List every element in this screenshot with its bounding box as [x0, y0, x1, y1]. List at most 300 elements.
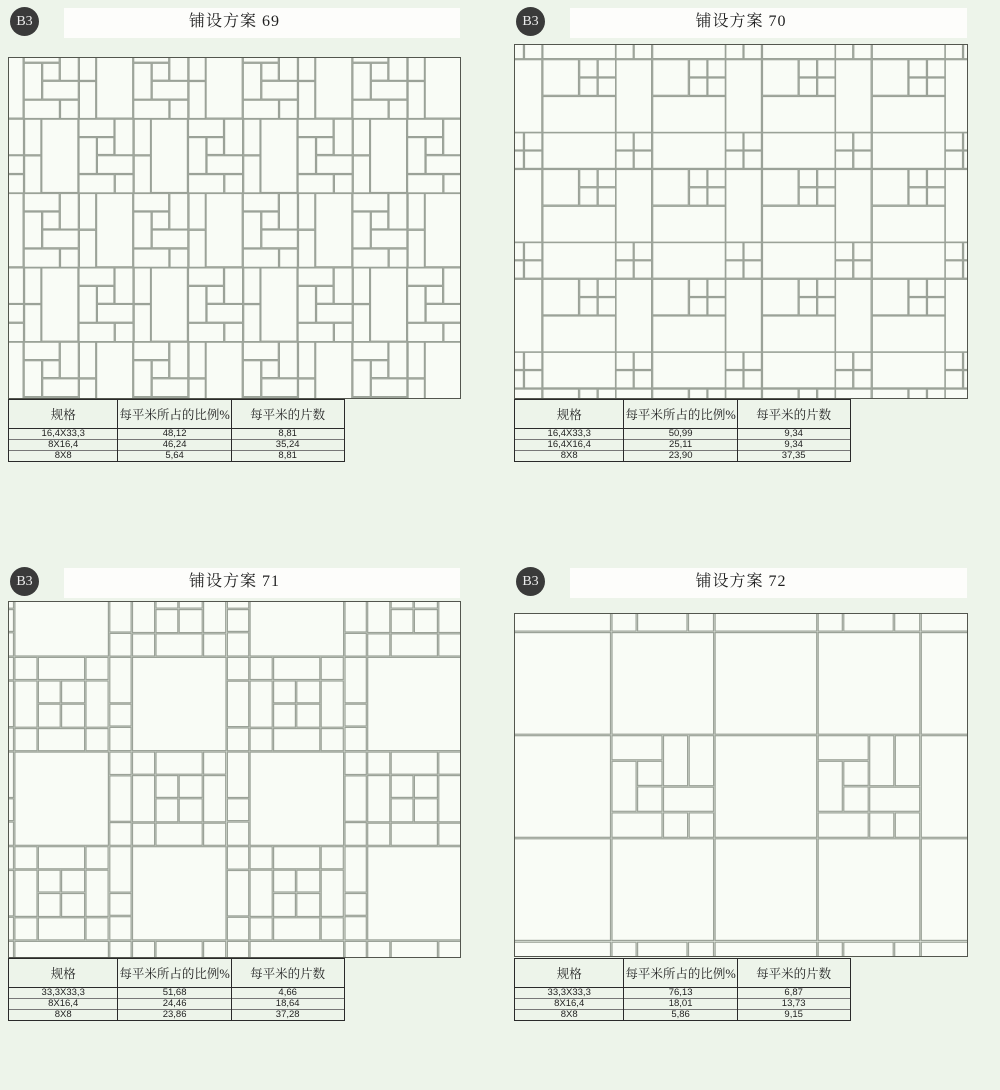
tile	[543, 133, 616, 169]
tile	[225, 119, 243, 155]
tile	[414, 799, 437, 822]
tile	[543, 279, 579, 315]
tile	[110, 941, 131, 957]
tile-pattern-diagram	[8, 601, 461, 958]
tile	[334, 323, 352, 341]
tile	[189, 268, 224, 285]
tile	[250, 729, 272, 751]
tile	[227, 822, 248, 845]
tile	[86, 847, 108, 869]
tile	[909, 170, 926, 187]
tile	[598, 279, 615, 296]
tile	[297, 894, 320, 917]
tile	[543, 45, 616, 59]
tile	[110, 847, 131, 892]
tile	[274, 657, 320, 679]
tile	[515, 45, 523, 59]
tile	[799, 279, 816, 296]
tile	[525, 133, 542, 150]
table-row	[9, 988, 345, 999]
tile	[152, 212, 169, 229]
tile	[25, 119, 41, 155]
plan-panel-72	[514, 565, 968, 1022]
tile	[708, 60, 725, 77]
tile	[638, 942, 687, 956]
tile	[854, 45, 871, 59]
tile	[616, 261, 633, 278]
tile	[227, 602, 248, 608]
tile	[152, 81, 188, 99]
tile	[708, 188, 725, 205]
tile	[515, 371, 523, 388]
tile	[134, 194, 169, 211]
tile	[156, 799, 178, 822]
tile	[15, 918, 37, 940]
tile	[262, 361, 279, 378]
tile	[921, 633, 967, 735]
tile	[110, 727, 131, 750]
tile	[204, 823, 226, 845]
tile	[945, 170, 967, 243]
tile	[43, 81, 79, 99]
tile	[204, 602, 226, 633]
tile	[97, 194, 133, 267]
table-cell: 8X8	[515, 451, 624, 462]
tile	[321, 847, 343, 869]
tile	[515, 942, 611, 956]
tile	[321, 729, 343, 751]
tile	[79, 58, 95, 80]
tile	[580, 60, 597, 77]
tile	[60, 342, 78, 378]
tile	[928, 78, 945, 95]
tile	[42, 119, 78, 192]
tile	[543, 206, 616, 242]
table-cell: 18,01	[624, 999, 737, 1010]
tile	[836, 60, 872, 133]
table-cell: 37,28	[231, 1010, 344, 1021]
tile	[515, 279, 542, 352]
tile	[110, 917, 131, 940]
tile	[299, 379, 315, 398]
column-header: 每平米的片数	[231, 959, 344, 988]
tile	[895, 942, 920, 956]
tile	[24, 212, 41, 248]
tile	[391, 634, 437, 656]
tile	[389, 194, 407, 230]
tile	[612, 614, 636, 631]
tile	[9, 342, 23, 398]
tile	[345, 776, 366, 821]
tile	[134, 342, 169, 359]
tile	[895, 813, 919, 837]
tile	[439, 941, 460, 957]
tile	[799, 60, 816, 77]
tile	[353, 249, 388, 267]
tile	[79, 230, 95, 267]
tile	[227, 799, 248, 821]
tile	[38, 704, 60, 727]
tile	[133, 847, 227, 940]
tile	[189, 119, 224, 136]
tile	[24, 194, 59, 211]
tile	[298, 268, 333, 285]
tile	[664, 787, 714, 811]
tile	[79, 82, 95, 119]
tile	[62, 704, 85, 727]
tile	[439, 752, 460, 774]
tile	[38, 918, 84, 940]
tile	[525, 45, 542, 59]
tile	[298, 119, 333, 136]
tile	[115, 119, 133, 155]
plan-panel-69	[8, 5, 461, 461]
tile	[262, 81, 298, 99]
tile	[62, 870, 85, 892]
tile	[638, 614, 687, 631]
tile	[715, 839, 817, 941]
tile	[9, 194, 23, 267]
tile	[151, 119, 187, 192]
tile	[274, 870, 296, 892]
table-cell: 8X16,4	[9, 999, 118, 1010]
tile	[79, 323, 114, 341]
tile	[110, 602, 131, 632]
tile	[836, 389, 872, 398]
tile	[854, 371, 871, 388]
tile	[844, 942, 893, 956]
tile	[152, 361, 169, 378]
tile	[345, 657, 366, 702]
tile	[945, 352, 962, 369]
tile	[872, 170, 908, 206]
tile	[299, 194, 315, 230]
tile	[43, 230, 79, 248]
tile	[854, 352, 871, 369]
tile	[189, 379, 205, 398]
tile	[274, 681, 296, 703]
tile	[744, 261, 761, 278]
tile	[299, 58, 315, 80]
spec-table	[8, 399, 345, 462]
tile	[872, 133, 945, 169]
tile	[151, 268, 187, 341]
tile	[189, 286, 206, 322]
tile	[24, 361, 41, 397]
tile	[110, 894, 131, 916]
tile	[854, 151, 871, 168]
tile	[298, 138, 315, 174]
tile	[189, 175, 224, 193]
tile	[543, 97, 616, 133]
tile	[299, 230, 315, 267]
tile	[170, 100, 188, 118]
tile	[110, 752, 131, 774]
table-cell: 16,4X33,3	[515, 429, 624, 440]
tile	[25, 156, 41, 193]
tile	[726, 170, 762, 243]
tile	[426, 286, 443, 303]
tile	[872, 45, 945, 59]
tile	[598, 78, 615, 95]
tile	[353, 63, 370, 99]
table-cell: 18,64	[231, 999, 344, 1010]
table-cell: 24,46	[118, 999, 231, 1010]
tile	[243, 249, 278, 267]
tile	[207, 286, 224, 303]
tile	[836, 151, 853, 168]
tile	[250, 847, 272, 869]
tile	[250, 752, 344, 845]
tile	[909, 188, 926, 205]
tile	[799, 389, 816, 398]
tile	[207, 304, 243, 322]
tile	[653, 133, 726, 169]
tile	[612, 839, 714, 941]
tile	[9, 602, 14, 608]
tile	[9, 156, 23, 174]
tile	[763, 133, 836, 169]
table-cell: 8X16,4	[9, 440, 118, 451]
tile	[854, 243, 871, 260]
tile	[818, 298, 835, 315]
table-row	[515, 999, 851, 1010]
tile	[836, 133, 853, 150]
tile	[152, 379, 188, 397]
tile	[250, 602, 344, 656]
tile	[371, 212, 388, 229]
tile	[818, 633, 920, 735]
tile	[243, 212, 260, 248]
tile	[708, 170, 725, 187]
tile	[133, 752, 155, 774]
tile	[345, 602, 366, 632]
tile	[580, 389, 597, 398]
table-cell: 50,99	[624, 429, 737, 440]
tile	[62, 681, 85, 703]
tile	[909, 389, 926, 398]
tile	[928, 389, 945, 398]
tile	[690, 298, 707, 315]
column-header: 每平米所占的比例%	[624, 959, 737, 988]
tile	[391, 610, 413, 633]
tile	[204, 752, 226, 774]
tile	[189, 342, 205, 378]
tile	[9, 799, 14, 821]
tile	[763, 97, 836, 133]
tile	[9, 119, 24, 155]
tile	[227, 752, 248, 797]
tile	[86, 681, 108, 727]
tile	[179, 610, 202, 633]
tile	[598, 170, 615, 187]
tile	[227, 847, 248, 869]
tile	[515, 151, 523, 168]
tile	[97, 342, 133, 398]
tile	[207, 138, 224, 155]
tile	[15, 941, 109, 957]
tile	[408, 342, 424, 378]
tile	[616, 371, 633, 388]
tile	[262, 230, 298, 248]
tile	[9, 268, 24, 304]
table-cell: 9,34	[737, 440, 850, 451]
tile	[515, 133, 523, 150]
tile	[408, 82, 424, 119]
tile	[9, 822, 14, 845]
table-cell: 35,24	[231, 440, 344, 451]
table-cell: 25,11	[624, 440, 737, 451]
tile	[616, 279, 652, 352]
tile	[133, 776, 155, 822]
tile	[9, 728, 14, 751]
tile	[945, 60, 967, 133]
tile	[79, 138, 96, 174]
tile	[744, 243, 761, 260]
tile	[726, 371, 743, 388]
tile	[334, 268, 352, 304]
tile	[844, 787, 868, 811]
tile	[321, 918, 343, 940]
tile	[872, 279, 908, 315]
tile	[368, 941, 390, 957]
tile	[110, 704, 131, 726]
page-title: 铺设方案 72	[695, 573, 787, 590]
tile	[426, 156, 460, 174]
tile	[945, 243, 962, 260]
table-cell: 8X8	[515, 1010, 624, 1021]
tile	[818, 614, 842, 631]
spec-table	[8, 958, 345, 1021]
tile	[134, 58, 169, 62]
tile	[227, 917, 248, 940]
tile	[24, 58, 59, 62]
tile	[426, 304, 460, 322]
table-cell: 5,86	[624, 1010, 737, 1021]
tile	[24, 63, 41, 99]
tile	[353, 342, 388, 359]
tile	[945, 261, 962, 278]
tile	[353, 361, 370, 397]
tile	[872, 243, 945, 279]
tile	[368, 847, 460, 940]
page-title: 铺设方案 69	[188, 13, 280, 30]
tile	[345, 823, 366, 846]
tile	[170, 58, 188, 80]
tile	[243, 58, 278, 62]
tile	[79, 379, 95, 398]
tile	[353, 305, 369, 342]
tile	[345, 847, 366, 892]
tile	[243, 63, 260, 99]
tile	[371, 81, 407, 99]
tile	[133, 823, 155, 845]
tile	[634, 151, 651, 168]
tile	[15, 657, 37, 679]
table-cell: 8X8	[9, 451, 118, 462]
tile	[316, 194, 352, 267]
tile	[317, 138, 334, 155]
tile	[408, 268, 443, 285]
tile	[189, 323, 224, 341]
tile	[244, 268, 260, 304]
panel-header	[514, 5, 968, 40]
tile	[156, 634, 202, 656]
tile	[964, 261, 967, 278]
tile	[708, 298, 725, 315]
tile	[353, 212, 370, 248]
tile	[225, 175, 243, 193]
tile	[227, 657, 248, 679]
tile	[872, 352, 945, 388]
tile	[444, 268, 460, 304]
tile	[243, 100, 278, 118]
tile	[964, 133, 967, 150]
spec-table	[514, 399, 851, 462]
tile	[353, 156, 369, 193]
tile	[25, 305, 41, 342]
tile	[110, 776, 131, 821]
tile	[156, 776, 178, 798]
tile	[818, 389, 835, 398]
tile	[179, 799, 202, 822]
tile	[371, 379, 407, 397]
tile	[715, 633, 817, 735]
tile	[368, 752, 390, 774]
tile	[86, 657, 108, 679]
tile	[543, 352, 616, 388]
table-cell: 9,15	[737, 1010, 850, 1021]
tile	[964, 45, 967, 59]
tile	[799, 78, 816, 95]
tile	[15, 847, 37, 869]
tile	[345, 941, 366, 957]
tile	[389, 249, 407, 267]
tile	[204, 941, 226, 957]
tile	[115, 323, 133, 341]
tile	[244, 119, 260, 155]
tile	[515, 614, 611, 631]
tile	[298, 323, 333, 341]
tile	[391, 799, 413, 822]
tile	[280, 100, 298, 118]
tile	[444, 175, 460, 193]
table-cell: 16,4X16,4	[515, 440, 624, 451]
tile	[414, 610, 437, 633]
tile	[726, 279, 762, 352]
tile	[580, 188, 597, 205]
b3-badge: B3	[516, 567, 545, 596]
b3-badge: B3	[516, 7, 545, 36]
tile	[836, 45, 853, 59]
tile	[525, 352, 542, 369]
table-cell: 46,24	[118, 440, 231, 451]
tile	[444, 323, 460, 341]
tile	[204, 776, 226, 822]
tile	[368, 634, 390, 656]
tile	[156, 602, 178, 608]
tile	[653, 170, 689, 206]
column-header: 规格	[9, 400, 118, 429]
tile	[425, 342, 460, 398]
tile	[43, 361, 60, 378]
table-row	[9, 1010, 345, 1021]
tile	[653, 45, 726, 59]
tile	[170, 249, 188, 267]
tile	[928, 279, 945, 296]
tile	[616, 170, 652, 243]
tile	[414, 602, 437, 608]
